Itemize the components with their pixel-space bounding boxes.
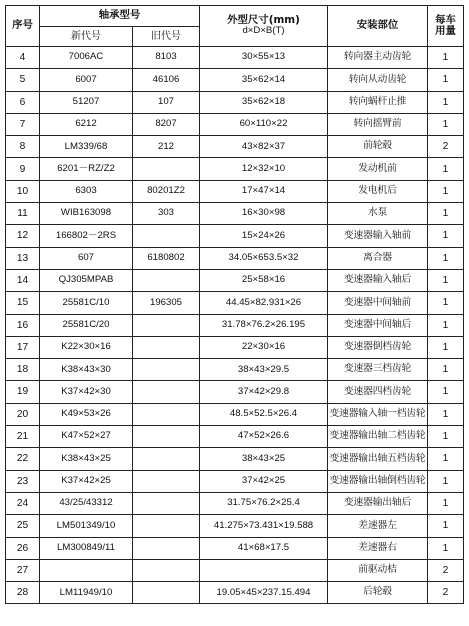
new-code-cell: K22×30×16 (40, 336, 133, 358)
qty-cell: 1 (428, 113, 464, 135)
qty-cell: 1 (428, 225, 464, 247)
dimensions-cell: 48.5×52.5×26.4 (200, 403, 328, 425)
table-row (6, 515, 464, 537)
location-cell: 变速器四档齿轮 (328, 381, 428, 403)
dimensions-cell: 35×62×14 (200, 69, 328, 91)
old-code-cell (133, 336, 200, 358)
qty-cell: 1 (428, 515, 464, 537)
qty-cell: 1 (428, 47, 464, 69)
table-row (6, 448, 464, 470)
table-row (6, 403, 464, 425)
new-code-cell: LM501349/10 (40, 515, 133, 537)
qty-cell: 1 (428, 292, 464, 314)
header-bearing-model: 轴承型号 (40, 6, 200, 27)
location-cell: 离合器 (328, 247, 428, 269)
seq-cell: 23 (6, 470, 40, 492)
seq-cell: 13 (6, 247, 40, 269)
new-code-cell: K37×42×30 (40, 381, 133, 403)
table-row (6, 470, 464, 492)
old-code-cell: 8207 (133, 113, 200, 135)
table-row (6, 492, 464, 514)
qty-cell: 1 (428, 470, 464, 492)
table-row (6, 158, 464, 180)
header-qty (428, 6, 464, 47)
dimensions-cell: 17×47×14 (200, 180, 328, 202)
seq-cell: 6 (6, 91, 40, 113)
new-code-cell (40, 559, 133, 581)
header-qty-line2: 用量 (435, 25, 456, 37)
seq-cell: 28 (6, 582, 40, 604)
qty-cell: 1 (428, 492, 464, 514)
location-cell: 后轮毂 (328, 582, 428, 604)
seq-cell: 19 (6, 381, 40, 403)
seq-cell: 4 (6, 47, 40, 69)
qty-cell: 1 (428, 69, 464, 91)
old-code-cell (133, 225, 200, 247)
seq-cell: 10 (6, 180, 40, 202)
table-row (6, 559, 464, 581)
table-row (6, 381, 464, 403)
bearing-table (5, 5, 464, 604)
qty-cell: 2 (428, 136, 464, 158)
header-dimensions (200, 6, 328, 47)
new-code-cell: 6303 (40, 180, 133, 202)
dimensions-cell: 41×68×17.5 (200, 537, 328, 559)
location-cell: 变速器输出轴五档齿轮 (328, 448, 428, 470)
new-code-cell: 43/25/43312 (40, 492, 133, 514)
qty-cell: 1 (428, 381, 464, 403)
table-row (6, 314, 464, 336)
qty-cell: 1 (428, 91, 464, 113)
new-code-cell: 6201－RZ/Z2 (40, 158, 133, 180)
table-row (6, 180, 464, 202)
new-code-cell: K37×42×25 (40, 470, 133, 492)
table-row (6, 203, 464, 225)
qty-cell: 2 (428, 559, 464, 581)
seq-cell: 20 (6, 403, 40, 425)
dimensions-cell: 34.05×653.5×32 (200, 247, 328, 269)
seq-cell: 21 (6, 426, 40, 448)
table-row (6, 336, 464, 358)
seq-cell: 9 (6, 158, 40, 180)
dimensions-cell: 38×43×29.5 (200, 359, 328, 381)
dimensions-cell: 25×58×16 (200, 269, 328, 291)
header-qty-line1: 每车 (435, 13, 456, 26)
dimensions-cell: 22×30×16 (200, 336, 328, 358)
seq-cell: 26 (6, 537, 40, 559)
qty-cell: 1 (428, 180, 464, 202)
new-code-cell: WIB163098 (40, 203, 133, 225)
location-cell: 前轮毂 (328, 136, 428, 158)
location-cell: 转向从动齿轮 (328, 69, 428, 91)
dimensions-cell: 47×52×26.6 (200, 426, 328, 448)
dimensions-cell: 12×32×10 (200, 158, 328, 180)
new-code-cell: K38×43×30 (40, 359, 133, 381)
new-code-cell: 6007 (40, 69, 133, 91)
header-seq: 序号 (6, 6, 40, 47)
seq-cell: 5 (6, 69, 40, 91)
table-row (6, 582, 464, 604)
old-code-cell: 46106 (133, 69, 200, 91)
dimensions-cell: 15×24×26 (200, 225, 328, 247)
seq-cell: 12 (6, 225, 40, 247)
old-code-cell (133, 582, 200, 604)
old-code-cell (133, 269, 200, 291)
seq-cell: 16 (6, 314, 40, 336)
table-row (6, 113, 464, 135)
new-code-cell: 51207 (40, 91, 133, 113)
seq-cell: 17 (6, 336, 40, 358)
old-code-cell (133, 426, 200, 448)
location-cell: 差速器右 (328, 537, 428, 559)
qty-cell: 1 (428, 203, 464, 225)
dimensions-cell: 60×110×22 (200, 113, 328, 135)
old-code-cell (133, 158, 200, 180)
new-code-cell: K47×52×27 (40, 426, 133, 448)
new-code-cell: LM339/68 (40, 136, 133, 158)
qty-cell: 2 (428, 582, 464, 604)
old-code-cell: 107 (133, 91, 200, 113)
location-cell: 变速器输出轴后 (328, 492, 428, 514)
old-code-cell (133, 403, 200, 425)
location-cell: 差速器左 (328, 515, 428, 537)
header-dimensions-line1: 外型尺寸(mm) (227, 14, 300, 26)
seq-cell: 24 (6, 492, 40, 514)
dimensions-cell: 19.05×45×237.15.494 (200, 582, 328, 604)
seq-cell: 15 (6, 292, 40, 314)
location-cell: 水泵 (328, 203, 428, 225)
old-code-cell: 212 (133, 136, 200, 158)
seq-cell: 8 (6, 136, 40, 158)
qty-cell: 1 (428, 158, 464, 180)
new-code-cell: LM11949/10 (40, 582, 133, 604)
location-cell: 变速器三档齿轮 (328, 359, 428, 381)
old-code-cell: 6180802 (133, 247, 200, 269)
dimensions-cell: 16×30×98 (200, 203, 328, 225)
new-code-cell: 7006AC (40, 47, 133, 69)
old-code-cell: 8103 (133, 47, 200, 69)
dimensions-cell: 35×62×18 (200, 91, 328, 113)
new-code-cell: QJ305MPAB (40, 269, 133, 291)
location-cell: 转向器主动齿轮 (328, 47, 428, 69)
old-code-cell (133, 515, 200, 537)
seq-cell: 25 (6, 515, 40, 537)
table-row (6, 136, 464, 158)
location-cell: 变速器输入轴前 (328, 225, 428, 247)
old-code-cell: 196305 (133, 292, 200, 314)
new-code-cell: LM300849/11 (40, 537, 133, 559)
table-row (6, 269, 464, 291)
location-cell: 变速器输出轴二档齿轮 (328, 426, 428, 448)
new-code-cell: 607 (40, 247, 133, 269)
dimensions-cell (200, 559, 328, 581)
location-cell: 发电机后 (328, 180, 428, 202)
qty-cell: 1 (428, 448, 464, 470)
table-row (6, 359, 464, 381)
old-code-cell (133, 381, 200, 403)
dimensions-cell: 31.75×76.2×25.4 (200, 492, 328, 514)
dimensions-cell: 37×42×25 (200, 470, 328, 492)
old-code-cell (133, 314, 200, 336)
qty-cell: 1 (428, 247, 464, 269)
header-new-code: 新代号 (40, 27, 133, 47)
location-cell: 转向摇臂前 (328, 113, 428, 135)
qty-cell: 1 (428, 359, 464, 381)
location-cell: 转向蜗杆止推 (328, 91, 428, 113)
qty-cell: 1 (428, 426, 464, 448)
qty-cell: 1 (428, 537, 464, 559)
new-code-cell: K49×53×26 (40, 403, 133, 425)
old-code-cell (133, 359, 200, 381)
table-row (6, 47, 464, 69)
dimensions-cell: 41.275×73.431×19.588 (200, 515, 328, 537)
seq-cell: 27 (6, 559, 40, 581)
old-code-cell (133, 537, 200, 559)
location-cell: 变速器输出轴倒档齿轮 (328, 470, 428, 492)
qty-cell: 1 (428, 269, 464, 291)
table-row (6, 225, 464, 247)
seq-cell: 18 (6, 359, 40, 381)
old-code-cell (133, 492, 200, 514)
dimensions-cell: 44.45×82.931×26 (200, 292, 328, 314)
old-code-cell (133, 559, 200, 581)
seq-cell: 22 (6, 448, 40, 470)
table-row (6, 426, 464, 448)
dimensions-cell: 38×43×25 (200, 448, 328, 470)
location-cell: 变速器输入轴一档齿轮 (328, 403, 428, 425)
new-code-cell: 166802－2RS (40, 225, 133, 247)
location-cell: 前驱动桔 (328, 559, 428, 581)
new-code-cell: 6212 (40, 113, 133, 135)
old-code-cell: 303 (133, 203, 200, 225)
old-code-cell (133, 470, 200, 492)
location-cell: 变速器倒档齿轮 (328, 336, 428, 358)
dimensions-cell: 37×42×29.8 (200, 381, 328, 403)
qty-cell: 1 (428, 336, 464, 358)
seq-cell: 7 (6, 113, 40, 135)
dimensions-cell: 31.78×76.2×26.195 (200, 314, 328, 336)
table-row (6, 69, 464, 91)
new-code-cell: K38×43×25 (40, 448, 133, 470)
header-location: 安装部位 (328, 6, 428, 47)
qty-cell: 1 (428, 314, 464, 336)
seq-cell: 14 (6, 269, 40, 291)
table-row (6, 91, 464, 113)
old-code-cell (133, 448, 200, 470)
dimensions-cell: 43×82×37 (200, 136, 328, 158)
qty-cell: 1 (428, 403, 464, 425)
location-cell: 变速器中间轴前 (328, 292, 428, 314)
table-row (6, 292, 464, 314)
new-code-cell: 25581C/20 (40, 314, 133, 336)
location-cell: 变速器输入轴后 (328, 269, 428, 291)
header-old-code: 旧代号 (133, 27, 200, 47)
table-row (6, 537, 464, 559)
table-body (6, 47, 464, 604)
header-dimensions-line2: d×D×B(T) (242, 25, 285, 37)
dimensions-cell: 30×55×13 (200, 47, 328, 69)
new-code-cell: 25581C/10 (40, 292, 133, 314)
old-code-cell: 80201Z2 (133, 180, 200, 202)
seq-cell: 11 (6, 203, 40, 225)
location-cell: 变速器中间轴后 (328, 314, 428, 336)
table-row (6, 247, 464, 269)
location-cell: 发动机前 (328, 158, 428, 180)
